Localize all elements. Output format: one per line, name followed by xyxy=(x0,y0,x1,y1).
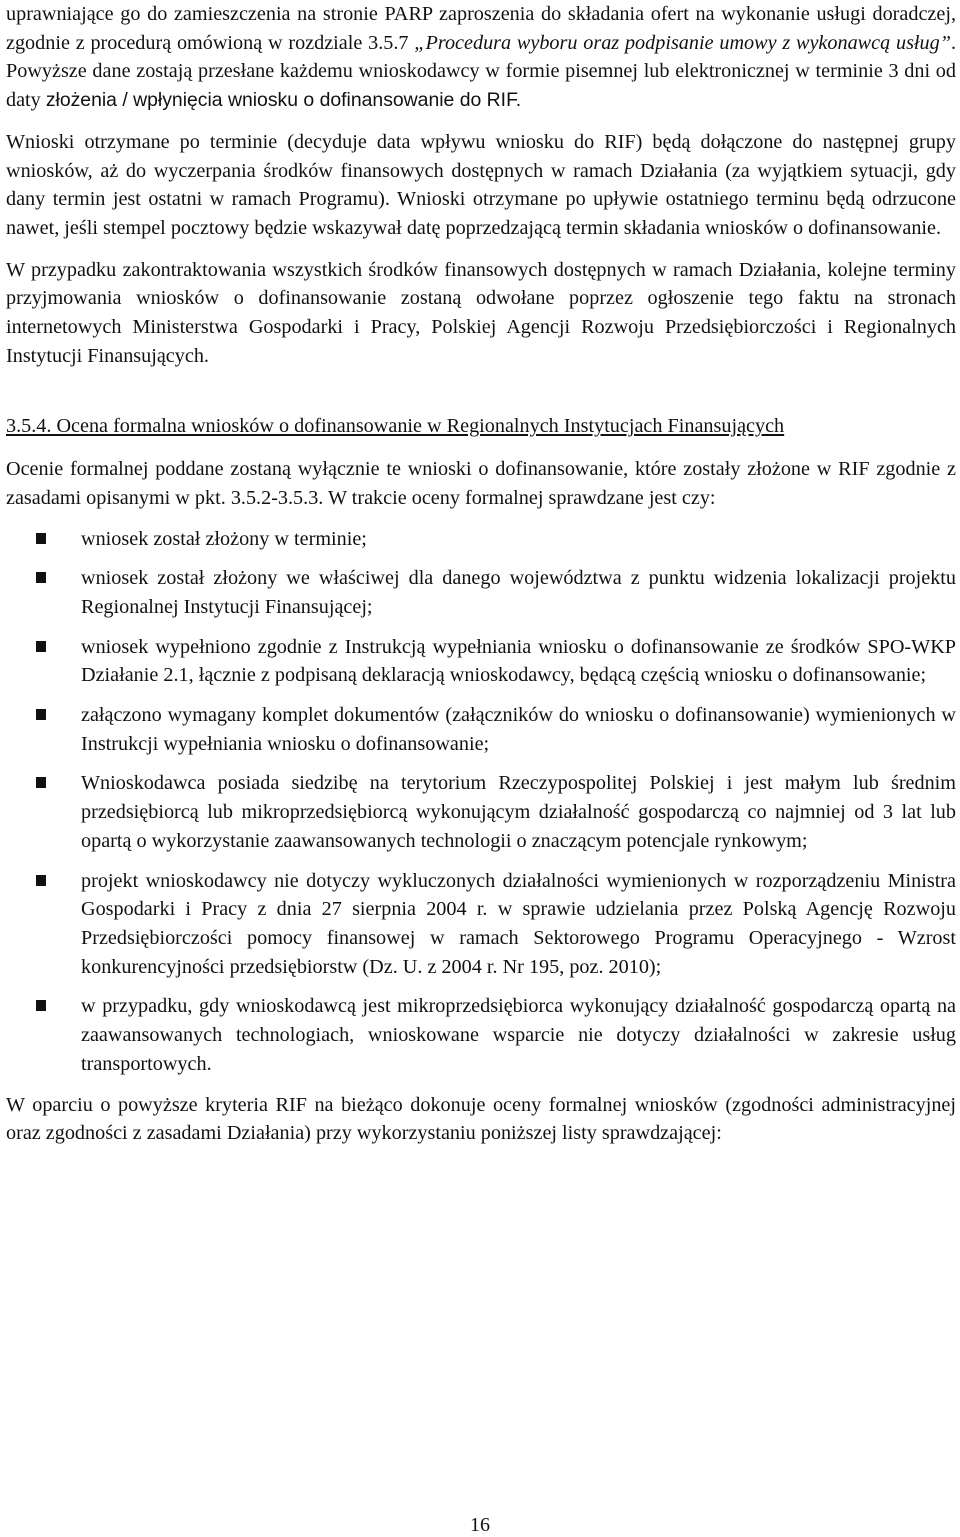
square-bullet-icon xyxy=(36,572,46,583)
paragraph-intro-text-cont: . Powyższe dane zostają przesłane każdemu wnioskodawcy w formie pisemnej lub elektronicznej w terminie 3 dni od daty xyxy=(6,31,956,112)
list-item xyxy=(6,564,956,621)
square-bullet-icon xyxy=(36,641,46,652)
page-number: 16 xyxy=(470,1514,490,1536)
list-item-text: załączono wymagany komplet dokumentów (załączników do wniosku o dofinansowanie) wymienionych w Instrukcji wypełniania wniosku o dofinansowanie; xyxy=(81,704,956,755)
square-bullet-icon xyxy=(36,533,46,544)
list-item xyxy=(6,769,956,855)
procedure-title: „Procedura wyboru oraz podpisanie umowy z wykonawcą usług” xyxy=(414,31,951,54)
paragraph-formal-evaluation: Ocenie formalnej poddane zostaną wyłącznie te wnioski o dofinansowanie, które zostały złożone w RIF zgodnie z zasadami opisanymi w pkt. 3.5.2-3.5.3. W trakcie oceny formalnej sprawdzane jest czy: xyxy=(6,458,956,509)
list-item xyxy=(6,701,956,758)
list-item-text: w przypadku, gdy wnioskodawcą jest mikroprzedsiębiorca wykonujący działalność gospodarczą opartą na zaawansowanych technologiach, wnioskowane wsparcie nie dotyczy działalności w zakresie usług transportowych. xyxy=(81,995,956,1075)
list-item-text: projekt wnioskodawcy nie dotyczy wykluczonych działalności wymienionych w rozporządzeniu Ministra Gospodarki i Pracy z dnia 27 sierpnia 2004 r. w sprawie udzielania przez Polską Agencję Rozwoju Przedsiębiorczości pomocy finansowej w ramach Sektorowego Programu Operacyjnego - Wzrost konkurencyjności przedsiębiorstw (Dz. U. z 2004 r. Nr 195, poz. 2010); xyxy=(81,869,956,978)
list-item xyxy=(6,867,956,982)
square-bullet-icon xyxy=(36,777,46,788)
paragraph-late-applications: Wnioski otrzymane po terminie (decyduje data wpływu wniosku do RIF) będą dołączone do następnej grupy wniosków, aż do wyczerpania środków finansowych dostępnych w ramach Działania (za wyjątkiem sytuacji, gdy dany termin jest ostatni w ramach Programu). Wnioski otrzymane po upływie ostatniego terminu będą odrzucone nawet, jeśli stempel pocztowy będzie wskazywał datę poprzedzającą termin składania wniosków o dofinansowanie. xyxy=(6,130,956,239)
paragraph-closing: W oparciu o powyższe kryteria RIF na bieżąco dokonuje oceny formalnej wniosków (zgodności administracyjnej oraz zgodności z zasadami Działania) przy wykorzystaniu poniższej listy sprawdzającej: xyxy=(6,1093,956,1145)
list-item-text: wniosek został złożony we właściwej dla danego województwa z punktu widzenia lokalizacji projektu Regionalnej Instytucji Finansującej; xyxy=(81,567,956,618)
list-item xyxy=(6,633,956,690)
square-bullet-icon xyxy=(36,1000,46,1011)
list-item-text: wniosek wypełniono zgodnie z Instrukcją wypełniania wniosku o dofinansowanie ze środków SPO-WKP Działanie 2.1, łącznie z podpisaną deklaracją wnioskodawcy, będącą częścią wniosku o dofinansowanie; xyxy=(81,635,956,687)
paragraph-intro-sans: złożenia / wpłynięcia wniosku o dofinansowanie do RIF. xyxy=(45,89,522,112)
list-item-text: Wnioskodawca posiada siedzibę na terytorium Rzeczypospolitej Polskiej i jest małym lub średnim przedsiębiorcą lub mikroprzedsiębiorcą wykonującym działalność gospodarczą co najmniej od 3 lat lub opartą o wykorzystanie zaawansowanych technologii o znaczącym potencjale rynkowym; xyxy=(81,772,956,852)
list-item xyxy=(6,525,956,554)
paragraph-intro-text: uprawniające go do zamieszczenia na stronie PARP zaproszenia do składania ofert na wykonanie usługi doradczej, zgodnie z procedurą omówioną w rozdziale 3.5.7 xyxy=(6,3,956,54)
section-heading: 3.5.4. Ocena formalna wniosków o dofinansowanie w Regionalnych Instytucjach Finansujących xyxy=(6,415,785,438)
criteria-list xyxy=(6,525,956,1079)
list-item-text: wniosek został złożony w terminie; xyxy=(81,527,367,550)
list-item xyxy=(6,992,956,1078)
paragraph-contracting: W przypadku zakontraktowania wszystkich środków finansowych dostępnych w ramach Działania, kolejne terminy przyjmowania wniosków o dofinansowanie zostaną odwołane poprzez ogłoszenie tego faktu na stronach internetowych Ministerstwa Gospodarki i Pracy, Polskiej Agencji Rozwoju Przedsiębiorczości i Regionalnych Instytucji Finansujących. xyxy=(6,258,956,367)
square-bullet-icon xyxy=(36,709,46,720)
paragraph-intro xyxy=(6,0,956,115)
document-body xyxy=(6,0,956,1148)
square-bullet-icon xyxy=(36,875,46,886)
